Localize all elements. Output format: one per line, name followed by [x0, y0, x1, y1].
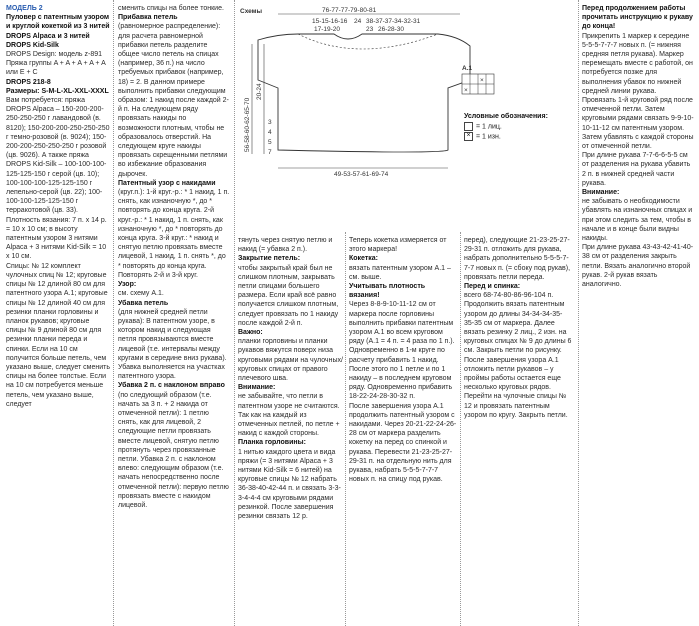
legend-item	[464, 132, 576, 142]
sweater-outline	[258, 34, 470, 152]
paragraph: чтобы закрытый край был не слишком плотным, закрывать петли спицами большего размера. Если край всё равно получается слишком плотным, следует провязать по 1 накиду после каждой 2-й п.	[238, 264, 339, 327]
neck-right-label: 38-37-37-34-32-31	[366, 18, 421, 25]
model-subtitle: Пуловер с патентным узором и круглой кокеткой из 3 нитей DROPS Alpaca и 3 нитей DROPS Kid-Silk	[6, 14, 110, 49]
paragraph: Прикрепить 1 маркер к середине 5-5-5-7-7-7 новых п. (= нижняя средняя петля рукава). Маркер перемещать вместе с работой, он потребуется позже для выполнения убавок по нижней средней линии рукава.	[582, 32, 693, 95]
paragraph: Теперь кокетка измеряется от этого маркера!	[349, 237, 447, 254]
diagram-title: Схемы	[240, 8, 263, 15]
column-3	[238, 236, 343, 624]
yarn-text: Вам потребуется: пряжа DROPS Alpaca – 150-200-200-250-250-250 г лавандовой (в. 8120); 150-200-200-250-250-250 г темно-розовой (в. 9024); 150-200-200-250-250-250 г розовой (цв. 9026). А также пряжа DROPS Kid-Silk – 100-100-100-125-125-150 г серой (цв. 10); 100-100-100-125-125-150 г лепельно-серой (цв. 22); 100-100-100-125-125-150 г терракотовой (цв. 33).	[6, 97, 110, 215]
side-label: 5	[268, 139, 272, 146]
section-heading: Учитывать плотность вязания!	[349, 283, 426, 300]
section-heading: Узор:	[118, 281, 137, 289]
column-4	[349, 236, 457, 624]
chart-a1-label: A.1	[462, 65, 473, 72]
legend	[464, 112, 576, 143]
column-5	[464, 236, 572, 624]
paragraph: (для нижней средней петли рукава): В патентном узоре, в котором накид и следующая петля провязываются вместе лицевой (т.е. интервалы между кругами в середине вниз рукава). Убавка выполняется на участках патентного узора.	[118, 308, 227, 381]
paragraph: Через 8-8-9-10-11-12 см от маркера после горловины выполнить прибавки патентным узором А.1 во всем круговом ряду (А.1 = 4 п. = 4 раза по 1 п.). Одновременно в 1-м круге по расчету прибавить 1 накид. После этого по 1 петле и по 1 накиду – в последнем круговом ряду. Одновременно прибавить 18-22-24-28-30-32 п.	[349, 301, 455, 401]
paragraph: тянуть через снятую петлю и накид (= убавка 2 п.).	[238, 237, 333, 254]
paragraph: не забывать о необходимости убавлять на изнаночных спицах и при этом следить за тем, чтобы в начале и в конце были видны накиды.	[582, 198, 693, 243]
side-height-label: 56-58-60-62-65-70	[244, 97, 251, 152]
neck-left-label: 15-15-16-16	[312, 18, 348, 25]
section-heading: Прибавка петель	[118, 14, 178, 22]
paragraph: После завершения узора А.1 отложить петли рукавов – у проймы работы остается еще несколько круговых рядов. Перейти на чулочные спицы № 12 и провязать патентным узором по кругу. Закрыть петли.	[464, 356, 568, 419]
yoke-line	[298, 34, 438, 49]
neck-top-label: 76-77-77-79-80-81	[322, 7, 377, 14]
paragraph: перед), следующие 21-23-25-27-29-31 п. отложить для рукава, набрать дополнительно 5-5-5-7-7-7 новых п. (= сбоку под рукав), провязать петли переда.	[464, 237, 571, 281]
paragraph: 1 нитью каждого цвета и вида пряжи (= 3 нитями Alpaca + 3 нитями Kid-Silk = 6 нитей) на круговые спицы № 12 набрать 36-38-40-42-44 п. и связать 3-3-3-4-4-4 см круговыми рядами резинкой. После завершения резинки связать 12 р.	[238, 448, 341, 521]
chart-cross-icon: ×	[480, 77, 484, 84]
paragraph: После завершения узора А.1 продолжить патентный узором с накидами. Через 20-21-22-24-26-28 см от маркера разделить кокетку на перед со спинкой и рукава. Перевести 21-23-25-27-29-31 п. на отдельную нить для рукава, набрать 5-5-5-7-7-7 новых п. на спицу под рукав.	[349, 402, 457, 484]
neck-left-label-2: 17-19-20	[314, 26, 341, 33]
section-heading: Закрытие петель:	[238, 255, 301, 263]
column-divider	[345, 232, 346, 626]
column-divider	[113, 0, 114, 626]
section-heading: Патентный узор с накидами	[118, 179, 216, 187]
sizes-label: Размеры: S-M-L-XL-XXL-XXXL	[6, 87, 109, 95]
side-small-label: 20-24	[256, 83, 263, 100]
paragraph: (круг.п.): 1-й круг.-р.: * 1 накид, 1 п. снять, как изнаночную *, до * повторять до конца круга. 2-й круг.-р.: * 1 накид, 1 п. снять, как изнаночную *, до * повторять до конца круга. 3-й круг.: * накид и снятую петлю провязать вместе лицевой, 1 накид, 1 п. снять *, до * повторять до конца круга. Повторять 2-й и 3-й круг.	[118, 189, 230, 279]
section-heading: Кокетка:	[349, 255, 379, 263]
column-divider	[578, 0, 579, 626]
model-code: DROPS 218-8	[6, 78, 51, 86]
bottom-width-label: 49-53-57-61-69-74	[334, 171, 389, 178]
side-label: 4	[268, 129, 272, 136]
paragraph: (по следующий образом (т.е. начать за 3 п. + 2 накида от отмеченной петли): 1 петлю снять, как для лицевой, 2 следующие петли провязать вместе лицевой, снятую петлю протянуть через провязанные петли. Убавка 2 п. с наклоном влево: следующим образом (т.е. начать непосредственно после отмеченной петли): первую петлю провязать вместе с накидом лицевой.	[118, 391, 229, 509]
paragraph: сменить спицы на более тонкие.	[118, 5, 224, 12]
legend-item	[464, 122, 576, 132]
paragraph: (равномерное распределение): для расчета равномерной прибавки петель разделите общее число петель на спицах (например, 36 п.) на число требуемых прибавок (например, 18) = 2. В данном примере выполнить прибавки следующим образом: 1 накид после каждой 2-й п. На следующем ряду провязать накиды по возможности плотным, чтобы не образовалось отверстий. На следующем круге накиды провязать скрещенными петлями во избежание образования дырочек.	[118, 23, 229, 178]
section-heading: Планка горловины:	[238, 439, 306, 447]
paragraph: При длине рукава 43-43-42-41-40-38 см от разделения закрыть петли. Вязать аналогично второй рукав. 2-й рукав вязать аналогично.	[582, 244, 694, 289]
knit-square-icon	[464, 122, 473, 131]
paragraph: не забывайте, что петли в патентном узоре не считаются. Так как на каждый из отмеченных петлей, по петле + накид с каждой стороны.	[238, 393, 340, 438]
section-heading: Перед и спинка:	[464, 283, 521, 291]
paragraph: см. схему А.1.	[118, 290, 164, 298]
legend-item-label: = 1 изн.	[476, 133, 501, 141]
section-heading: Важно:	[238, 329, 263, 337]
section-heading: Перед продолжением работы прочитать инструкцию к рукаву до конца!	[582, 5, 693, 31]
legend-title: Условные обозначения:	[464, 113, 548, 120]
paragraph: всего 68-74-80-86-96-104 п. Продолжить вязать патентным узором до длины 34-34-34-35-35-35 см от маркера. Далее вязать резинку 2 лиц., 2 изн. на круговых спицах № 9 до длины 6 см. Закрыть петли по рисунку.	[464, 292, 572, 355]
paragraph: вязать патентным узором А.1 – см. выше.	[349, 264, 451, 281]
gauge-text: Плотность вязания: 7 п. х 14 р. = 10 х 10 см; в высоту патентным узором 3 нитями Alpaca + 3 нитями Kid-Silk = 10 х 10 см.	[6, 216, 107, 261]
neck-mid-label: 24	[354, 18, 362, 25]
section-heading: Внимание:	[238, 384, 276, 392]
column-6	[582, 4, 694, 624]
design-credit: DROPS Design: модель z-891 Пряжа группы A + A + A + A + A или E + C	[6, 51, 106, 77]
chart-cross-icon: ×	[464, 87, 468, 94]
paragraph: планки горловины и планки рукавов вяжутся поверх низа круговыми рядами на чулочных/круговых спицах от правого плечевого шва.	[238, 338, 343, 383]
purl-cross-icon: ×	[464, 132, 473, 141]
needles-text: Спицы: № 12 комплект чулочных спиц № 12; круговые спицы № 12 длиной 80 см для патентного узора А.1; круговые спицы № 12 длиной 40 см для резинки планки горловины и планок рукавов; круговые спицы № 9 длиной 80 см для резинки планки переда и спинки. Если на 10 см получится больше петель, чем указано выше, следует сменить спицы на более толстые. Если на 10 см потребуется меньше петель, чем указано выше, следует	[6, 262, 110, 408]
paragraph: При длине рукава 7-7-6-6-5-5 см от разделения на рукава убавить 2 п. в нижней средней части рукава.	[582, 152, 691, 187]
neck-right-label-3: 26-28-30	[378, 26, 405, 33]
side-label: 7	[268, 149, 272, 156]
section-heading: Убавка петель	[118, 299, 169, 307]
section-heading: Убавка 2 п. с наклоном вправо	[118, 382, 225, 390]
column-1	[6, 4, 110, 624]
side-label: 3	[268, 119, 272, 126]
legend-item-label: = 1 лиц.	[476, 123, 502, 131]
section-heading: Внимание:	[582, 189, 620, 197]
column-divider	[234, 0, 235, 626]
column-divider	[460, 232, 461, 626]
model-title: МОДЕЛЬ 2	[6, 5, 43, 12]
column-2	[118, 4, 230, 624]
neck-right-label-2: 23	[366, 26, 374, 33]
paragraph: Провязать 1-й круговой ряд после отмеченной петли. Затем круговыми рядами связать 9-9-10-10-11-12 см патентным узором. Затем убавлять с каждой стороны от отмеченной петли.	[582, 97, 694, 151]
